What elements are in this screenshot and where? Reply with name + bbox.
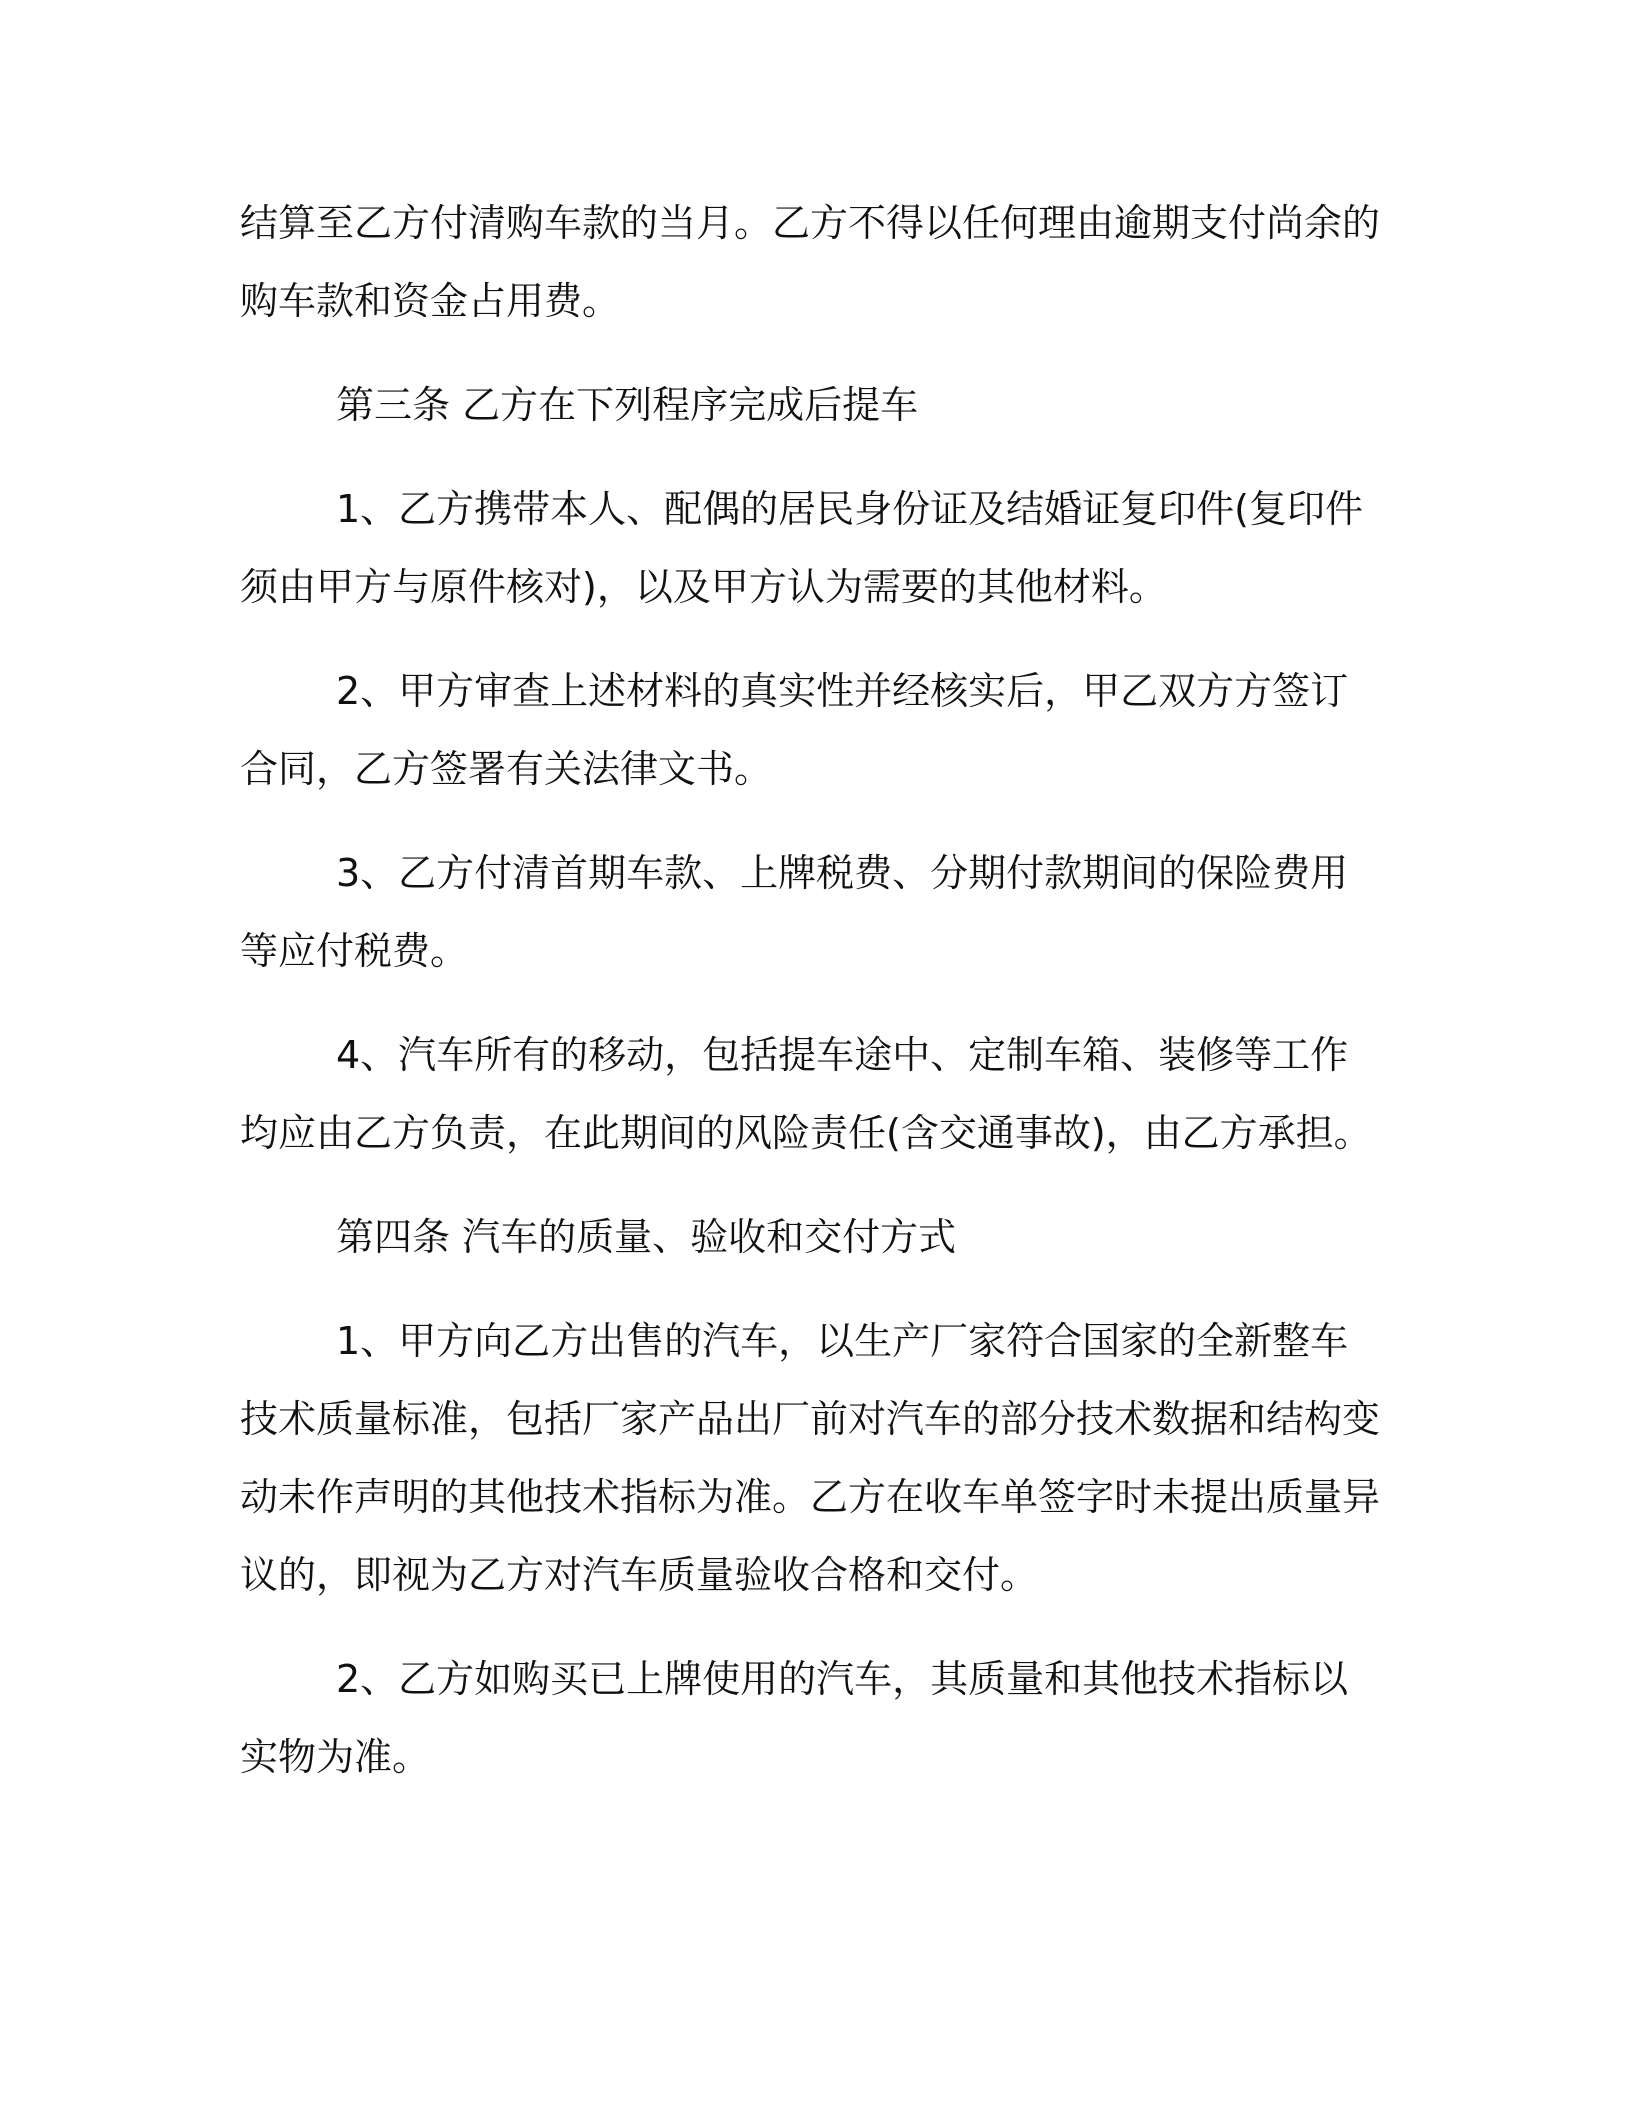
article-3-item-4: 4、汽车所有的移动，包括提车途中、定制车箱、装修等工作均应由乙方负责，在此期间的风险责任(含交通事故)，由乙方承担。	[240, 1033, 1372, 1155]
article-heading-3: 第三条 乙方在下列程序完成后提车	[336, 383, 919, 427]
document-body	[240, 184, 1380, 1822]
article-3-item-2: 2、甲方审查上述材料的真实性并经核实后，甲乙双方方签订合同，乙方签署有关法律文书。	[240, 669, 1349, 791]
article-4-item-1: 1、甲方向乙方出售的汽车，以生产厂家符合国家的全新整车技术质量标准，包括厂家产品出厂前对汽车的部分技术数据和结构变动未作声明的其他技术指标为准。乙方在收车单签字时未提出质量异议的，即视为乙方对汽车质量验收合格和交付。	[240, 1319, 1381, 1597]
article-4-item-2: 2、乙方如购买已上牌使用的汽车，其质量和其他技术指标以实物为准。	[240, 1657, 1349, 1779]
paragraph-continuation: 结算至乙方付清购车款的当月。乙方不得以任何理由逾期支付尚余的购车款和资金占用费。	[240, 201, 1381, 323]
article-3-item-1: 1、乙方携带本人、配偶的居民身份证及结婚证复印件(复印件须由甲方与原件核对)，以及甲方认为需要的其他材料。	[240, 487, 1364, 609]
article-heading-4: 第四条 汽车的质量、验收和交付方式	[336, 1215, 957, 1259]
article-3-item-3: 3、乙方付清首期车款、上牌税费、分期付款期间的保险费用等应付税费。	[240, 851, 1349, 973]
